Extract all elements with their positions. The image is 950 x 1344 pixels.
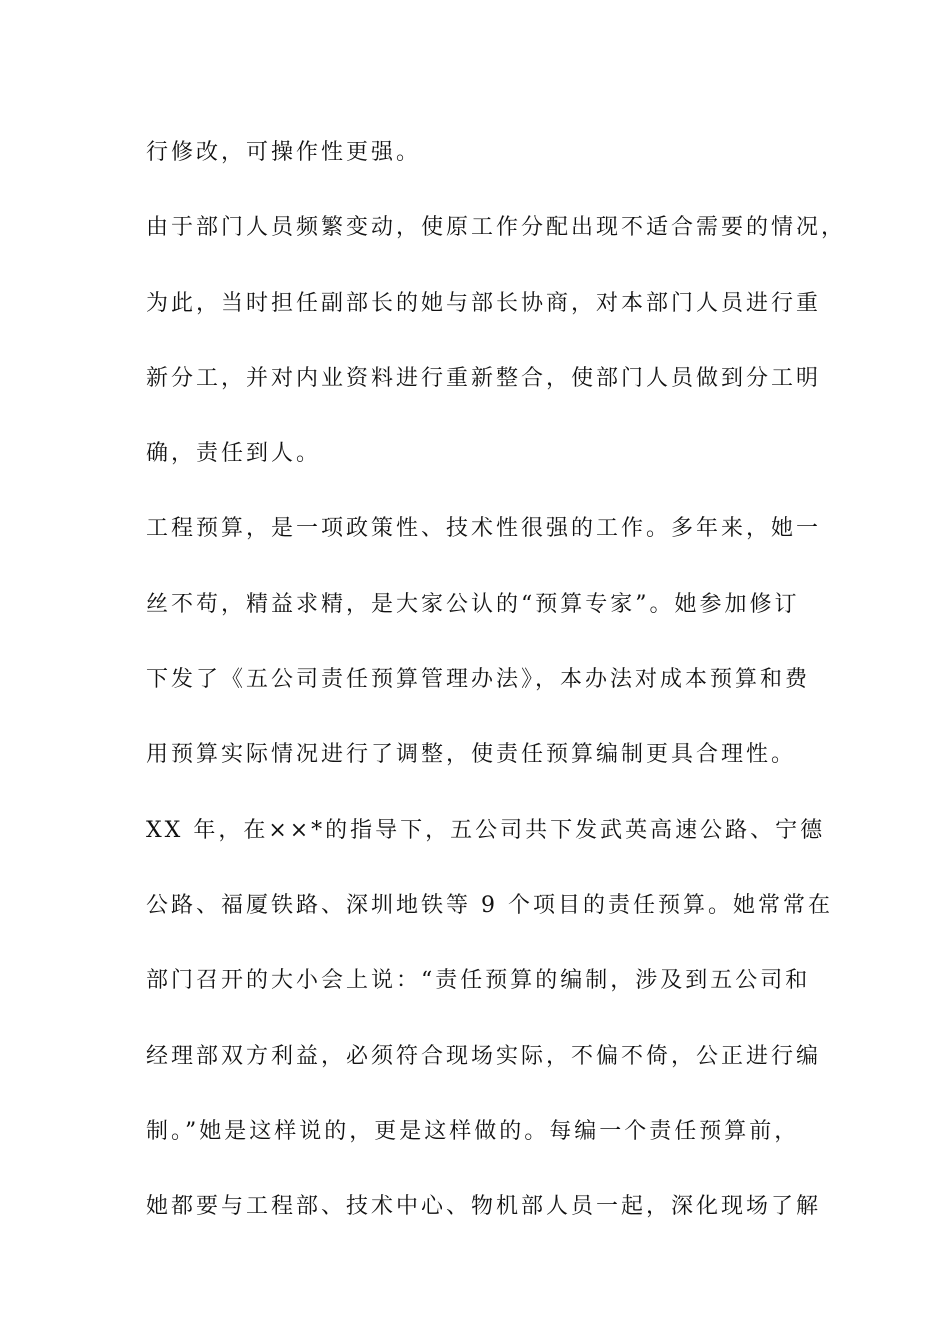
text-line: 制。”她是这样说的，更是这样做的。每编一个责任预算前， (146, 1118, 800, 1144)
text-line: 由于部门人员频繁变动，使原工作分配出现不适合需要的情况， (146, 215, 847, 241)
text-line: 公路、福厦铁路、深圳地铁等 9 个项目的责任预算。她常常在 (146, 892, 833, 918)
text-line: 为此，当时担任副部长的她与部长协商，对本部门人员进行重 (146, 290, 822, 316)
text-line: 新分工，并对内业资料进行重新整合，使部门人员做到分工明 (146, 365, 822, 391)
text-line: 工程预算，是一项政策性、技术性很强的工作。多年来，她一 (146, 516, 822, 542)
text-line: 部门召开的大小会上说：“责任预算的编制，涉及到五公司和 (146, 968, 811, 994)
document-body (146, 130, 847, 1259)
text-line: 用预算实际情况进行了调整，使责任预算编制更具合理性。 (146, 742, 797, 768)
text-line: 经理部双方利益，必须符合现场实际，不偏不倚，公正进行编 (146, 1043, 822, 1069)
text-line: 丝不苟，精益求精，是大家公认的“预算专家”。她参加修订 (146, 591, 800, 617)
text-line: 她都要与工程部、技术中心、物机部人员一起，深化现场了解 (146, 1194, 822, 1220)
text-line: 下发了《五公司责任预算管理办法》，本办法对成本预算和费 (146, 667, 811, 693)
text-line: 行修改，可操作性更强。 (146, 140, 422, 165)
text-line: XX 年，在××*的指导下，五公司共下发武英高速公路、宁德 (146, 817, 826, 843)
text-line: 确，责任到人。 (146, 441, 322, 467)
